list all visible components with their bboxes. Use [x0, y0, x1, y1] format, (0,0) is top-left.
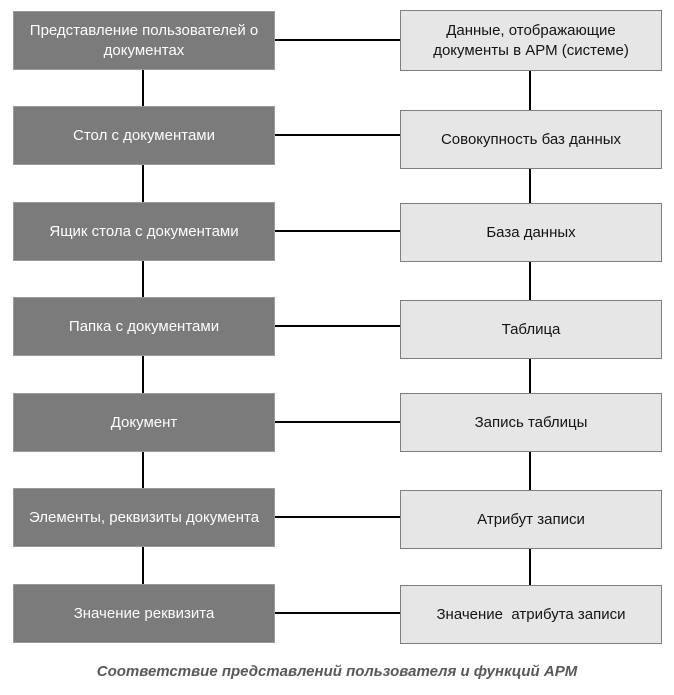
row-connector-line: [275, 421, 400, 423]
arm-concept-box-attribute-value: [400, 585, 662, 644]
box-label: Ящик стола с документами: [49, 222, 239, 240]
box-label: Документ: [110, 413, 178, 431]
arm-concept-box-table: [400, 300, 662, 359]
user-concept-box-attribute-value: [13, 584, 275, 643]
box-label: Значение реквизита: [73, 604, 215, 622]
row-connector-line: [275, 39, 400, 41]
user-concept-box-desk: [13, 106, 275, 165]
box-label: Значение атрибута записи: [436, 605, 626, 623]
row-connector-line: [275, 134, 400, 136]
arm-concept-box-database-set: [400, 110, 662, 169]
box-label: Таблица: [501, 320, 561, 338]
box-label: Папка с документами: [68, 317, 220, 335]
box-label: Запись таблицы: [474, 413, 588, 431]
row-connector-line: [275, 325, 400, 327]
diagram-caption: Соответствие представлений пользователя и функций АРМ: [96, 663, 578, 680]
user-concept-box-folder: [13, 297, 275, 356]
user-concept-box-representation: [13, 11, 275, 70]
box-label: Представление пользователей о документах: [29, 21, 263, 59]
box-label: База данных: [486, 223, 576, 241]
arm-concept-box-database: [400, 203, 662, 262]
box-label: Элементы, реквизиты документа: [28, 508, 260, 526]
box-label: Данные, отображающие документы в АРМ (системе): [433, 21, 629, 59]
box-label: Стол с документами: [73, 126, 215, 144]
arm-concept-box-record-attribute: [400, 490, 662, 549]
arm-concept-box-data: [400, 10, 662, 71]
box-label: Атрибут записи: [477, 510, 585, 528]
user-concept-box-elements: [13, 488, 275, 547]
row-connector-line: [275, 230, 400, 232]
user-concept-box-drawer: [13, 202, 275, 261]
arm-concept-box-table-record: [400, 393, 662, 452]
user-concept-box-document: [13, 393, 275, 452]
row-connector-line: [275, 516, 400, 518]
row-connector-line: [275, 612, 400, 614]
box-label: Совокупность баз данных: [440, 130, 622, 148]
